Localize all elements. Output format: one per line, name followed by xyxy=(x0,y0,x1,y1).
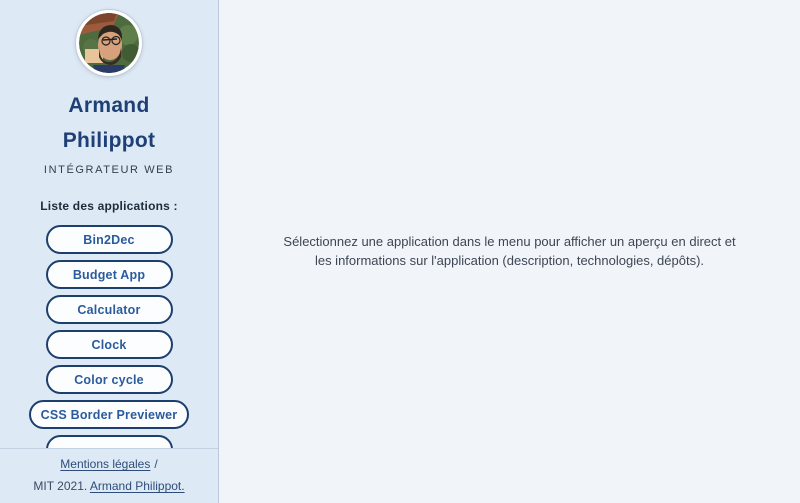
avatar-illustration xyxy=(79,13,139,73)
license-text: MIT 2021. xyxy=(33,479,88,493)
app-button-clock[interactable]: Clock xyxy=(46,330,173,359)
profile-card xyxy=(0,0,218,176)
app-button-calculator[interactable]: Calculator xyxy=(46,295,173,324)
app-button-partial[interactable] xyxy=(46,435,173,448)
placeholder-message: Sélectionnez une application dans le menu pour afficher un aperçu en direct et les informations sur l'application (description, technologies, dépôts). xyxy=(283,233,736,268)
legal-line xyxy=(6,458,212,470)
avatar xyxy=(76,10,142,76)
app-button-bin2dec[interactable]: Bin2Dec xyxy=(46,225,173,254)
legal-separator: / xyxy=(154,457,158,471)
apps-list-heading: Liste des applications : xyxy=(40,199,178,214)
app-button-css-border-previewer[interactable]: CSS Border Previewer xyxy=(29,400,190,429)
author-link[interactable]: Armand Philippot. xyxy=(89,479,185,493)
app-button-color-cycle[interactable]: Color cycle xyxy=(46,365,173,394)
apps-list xyxy=(0,213,218,448)
sidebar xyxy=(0,0,219,503)
app-preview-panel xyxy=(219,0,800,503)
sidebar-footer xyxy=(0,448,218,503)
legal-notice-link[interactable]: Mentions légales xyxy=(60,457,151,471)
profile-name: Armand Philippot xyxy=(62,94,156,153)
profile-subtitle: INTÉGRATEUR WEB xyxy=(43,164,175,177)
app-button-budget-app[interactable]: Budget App xyxy=(46,260,173,289)
license-line xyxy=(6,480,212,492)
